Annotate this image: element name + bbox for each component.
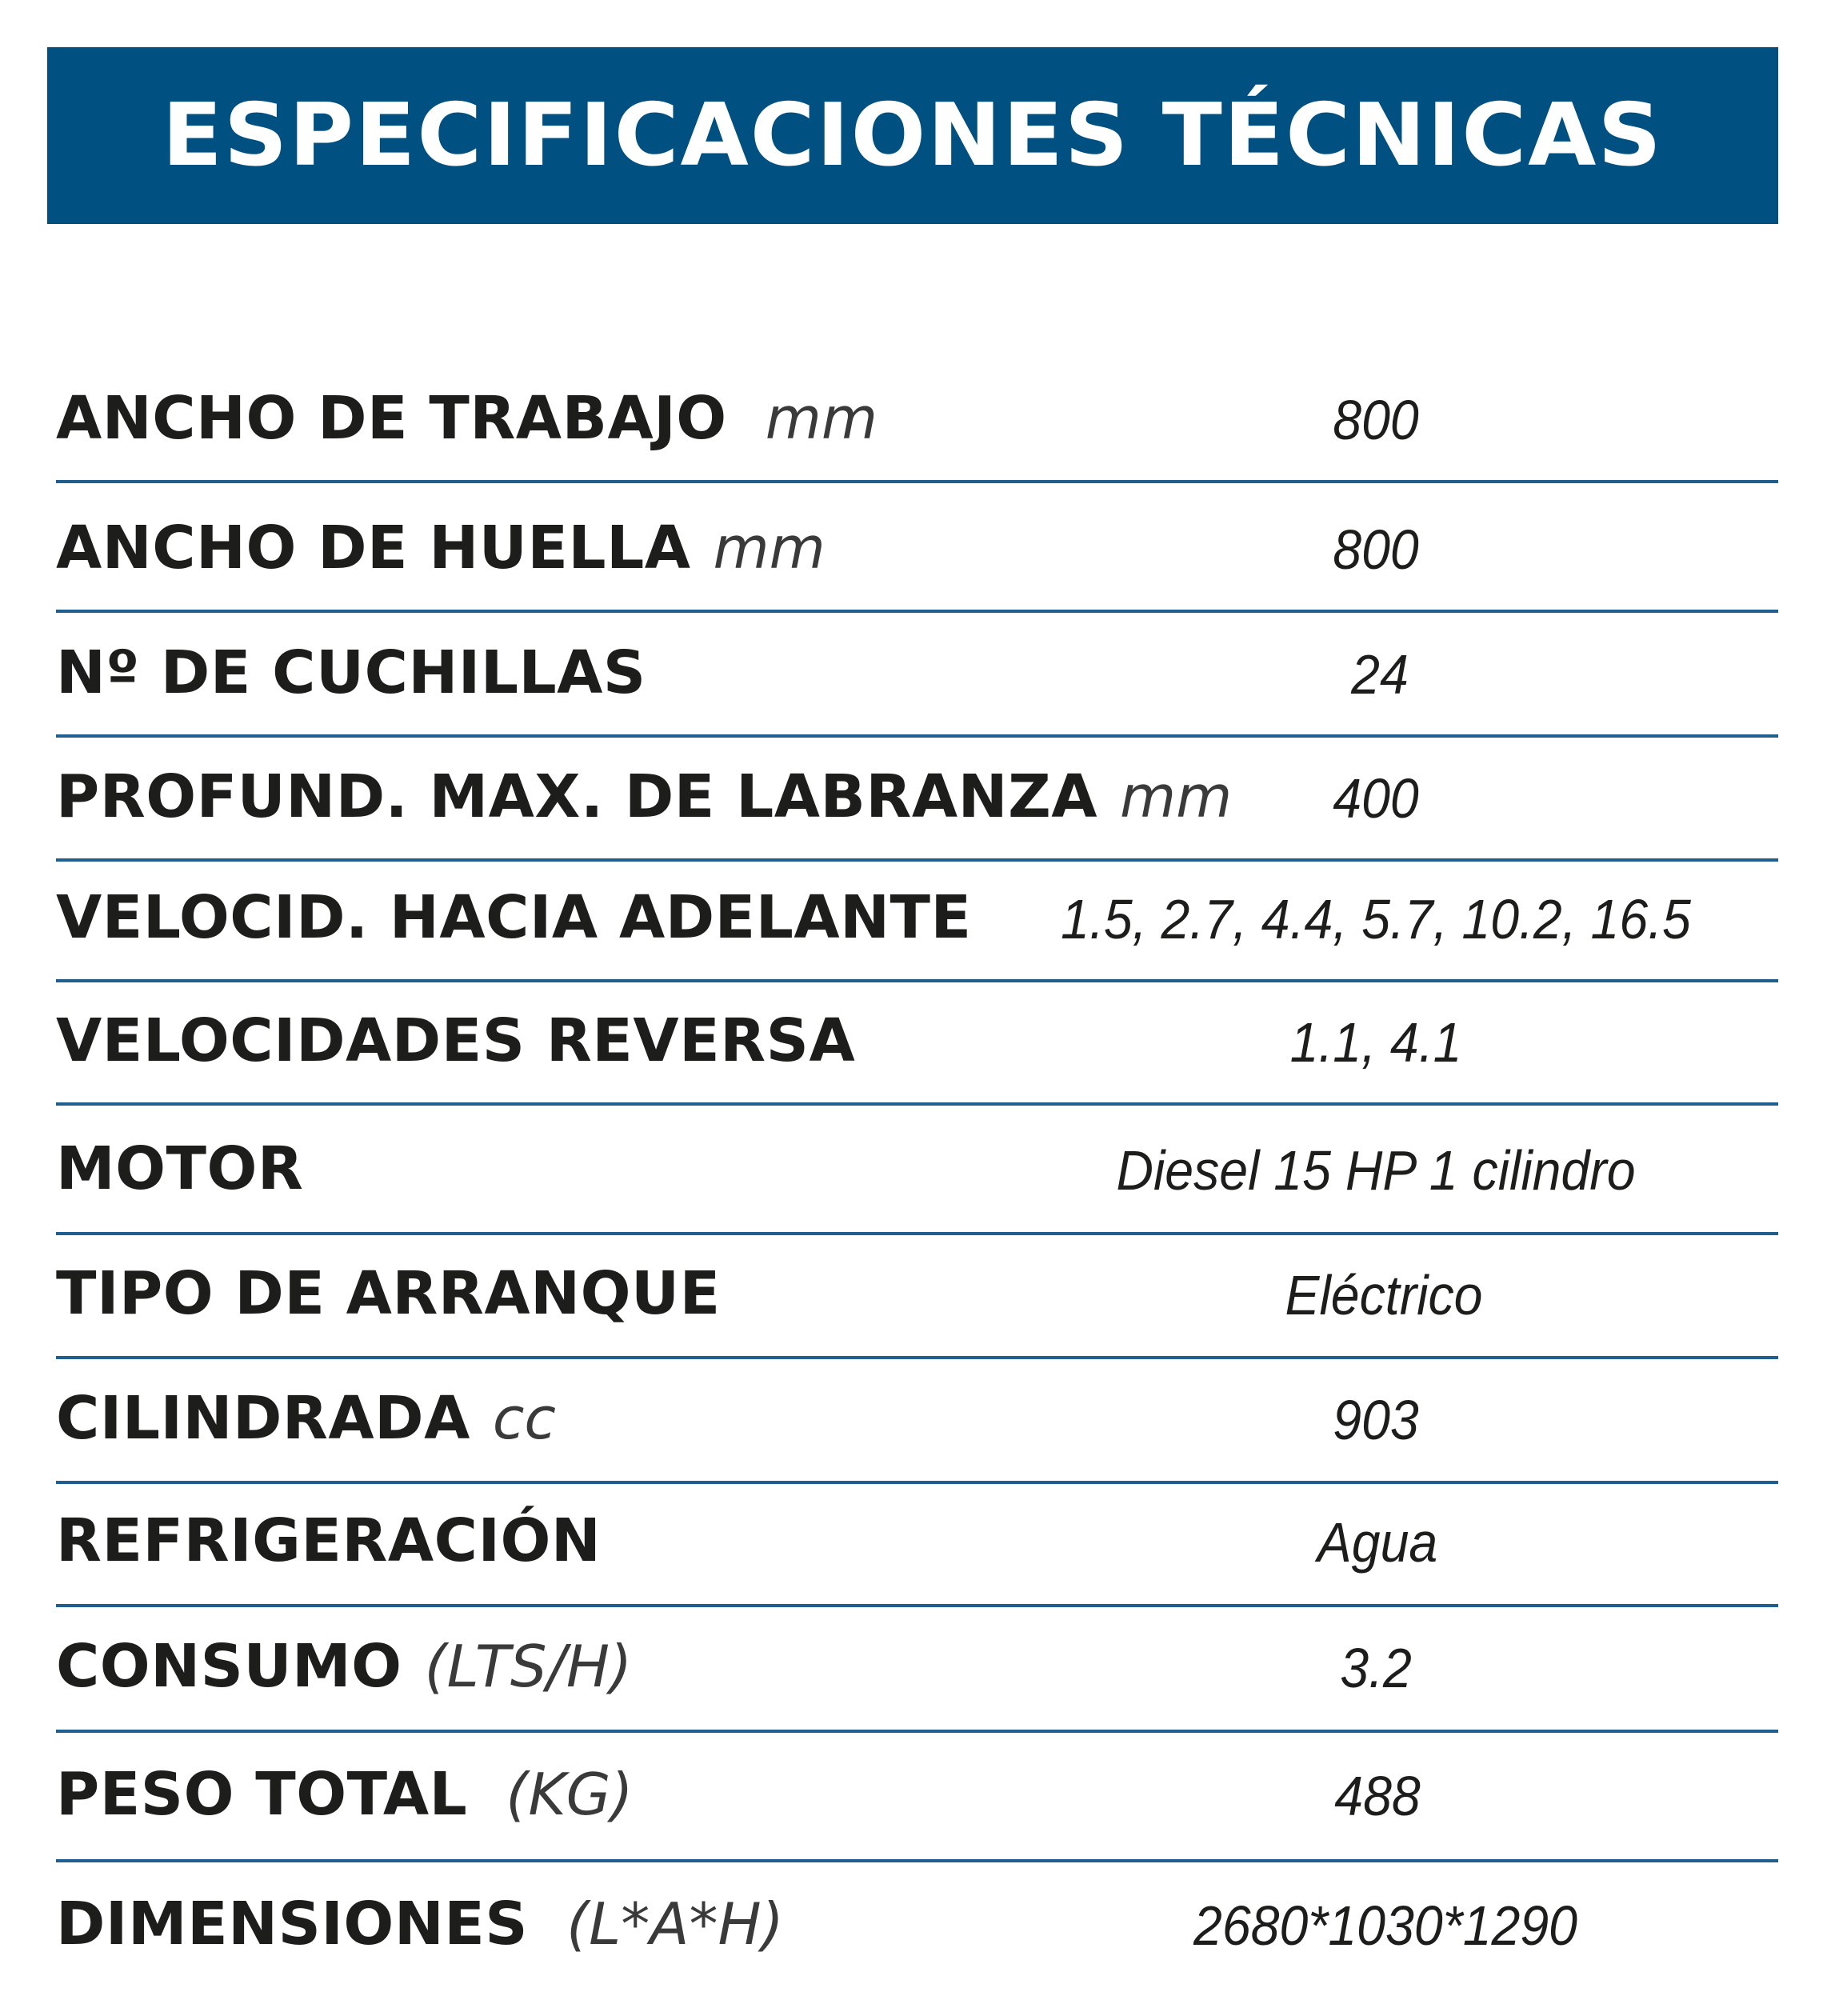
spec-label [56, 883, 972, 952]
spec-row-consumo [56, 1632, 1778, 1701]
spec-label-text: PROFUND. MAX. DE LABRANZA [56, 762, 1098, 831]
spec-row-refrigeracion [56, 1506, 1778, 1575]
spec-row-motor [56, 1134, 1778, 1203]
spec-row-tipo-de-arranque [56, 1259, 1778, 1328]
spec-unit: (KG) [506, 1761, 634, 1828]
spec-row-numero-de-cuchillas [56, 638, 1778, 707]
spec-label [56, 1506, 602, 1575]
spec-unit: (LTS/H) [424, 1633, 633, 1700]
spec-row-profundidad-max [56, 762, 1778, 831]
spec-label [56, 1259, 721, 1328]
spec-row-dimensiones [56, 1890, 1778, 1958]
page-title: ESPECIFICACIONES TÉCNICAS [162, 85, 1664, 186]
spec-row-peso-total [56, 1760, 1778, 1829]
row-divider [56, 1356, 1778, 1359]
row-divider [56, 1102, 1778, 1106]
spec-label-text: DIMENSIONES [56, 1890, 529, 1958]
spec-row-cilindrada [56, 1384, 1778, 1453]
spec-label [56, 762, 1233, 831]
spec-value: 800 [1333, 518, 1419, 581]
spec-label-text: TIPO DE ARRANQUE [56, 1259, 721, 1328]
spec-label-text: ANCHO DE HUELLA [56, 514, 691, 582]
spec-label [56, 514, 826, 582]
spec-label-text: VELOCIDADES REVERSA [56, 1006, 856, 1075]
spec-value: 1.1, 4.1 [1289, 1011, 1462, 1074]
row-divider [56, 610, 1778, 613]
row-divider [56, 858, 1778, 862]
row-divider [56, 979, 1778, 982]
spec-label-text: ANCHO DE TRABAJO [56, 384, 727, 453]
spec-row-velocidad-adelante [56, 883, 1778, 952]
spec-value: 2680*1030*1290 [1193, 1894, 1577, 1957]
row-divider [56, 1232, 1778, 1235]
spec-label [56, 1384, 557, 1453]
spec-value: 3.2 [1340, 1637, 1412, 1699]
spec-label-text: CONSUMO [56, 1632, 402, 1701]
row-divider [56, 734, 1778, 738]
spec-label-text: MOTOR [56, 1134, 304, 1203]
spec-row-ancho-de-huella [56, 514, 1778, 582]
spec-row-velocidades-reversa [56, 1006, 1778, 1075]
spec-value: Agua [1317, 1511, 1438, 1574]
row-divider [56, 480, 1778, 483]
spec-table [56, 0, 1778, 2016]
row-divider [56, 1604, 1778, 1607]
spec-value: 903 [1333, 1389, 1419, 1451]
spec-label [56, 638, 646, 707]
spec-value: 488 [1334, 1765, 1421, 1827]
spec-label [56, 1134, 304, 1203]
spec-label [56, 1632, 633, 1701]
spec-label-text: Nº DE CUCHILLAS [56, 638, 646, 707]
spec-value: 800 [1333, 389, 1419, 451]
spec-label-text: PESO TOTAL [56, 1760, 468, 1829]
spec-unit: mm [713, 514, 826, 582]
spec-value: Diesel 15 HP 1 cilindro [1116, 1139, 1636, 1202]
spec-value: 1.5, 2.7, 4.4, 5.7, 10.2, 16.5 [1061, 888, 1691, 950]
spec-value: Eléctrico [1285, 1264, 1483, 1326]
spec-label-text: VELOCID. HACIA ADELANTE [56, 883, 972, 952]
spec-unit: cc [492, 1385, 557, 1452]
spec-label [56, 1006, 856, 1075]
spec-value: 400 [1333, 767, 1419, 830]
spec-unit: (L*A*H) [566, 1890, 784, 1958]
spec-label [56, 384, 878, 453]
row-divider [56, 1859, 1778, 1862]
spec-unit: mm [765, 385, 878, 452]
spec-value: 24 [1351, 643, 1409, 706]
spec-label-text: CILINDRADA [56, 1384, 470, 1453]
spec-label [56, 1890, 784, 1958]
spec-label [56, 1760, 634, 1829]
spec-row-ancho-de-trabajo [56, 384, 1778, 453]
row-divider [56, 1730, 1778, 1733]
spec-unit: mm [1120, 763, 1233, 830]
spec-label-text: REFRIGERACIÓN [56, 1506, 602, 1575]
row-divider [56, 1481, 1778, 1484]
